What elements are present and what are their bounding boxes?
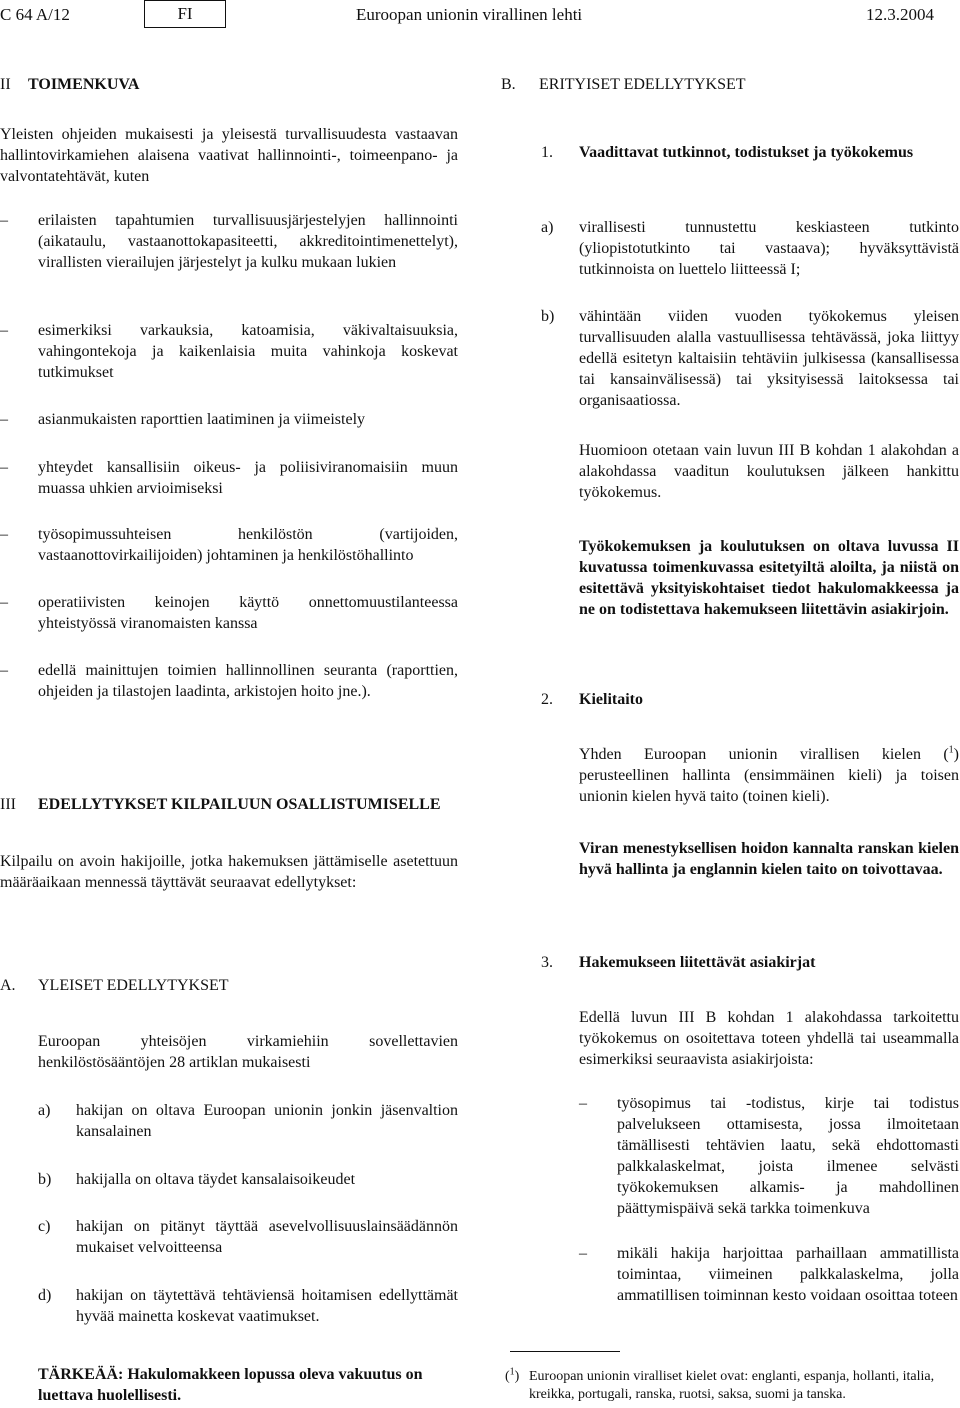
list-item-text: yhteydet kansallisiin oikeus- ja poliisiviranomaisiin muun muassa uhkien arvioimiseksi — [38, 459, 458, 497]
list-item — [0, 457, 458, 499]
section-3-intro: Kilpailu on avoin hakijoille, jotka hakemuksen jättämiselle asetettuun määräaikaan mennessä täyttävät seuraavat edellytykset: — [0, 853, 458, 891]
dash-bullet: – — [0, 662, 8, 679]
section-title: ERITYISET EDELLYTYKSET — [539, 76, 746, 93]
list-item-text: mikäli hakija harjoittaa parhaillaan ammatillista toimintaa, viimeinen palkkalaskelma, jolla ammatillisen toiminnan kesto voidaan osoittaa toteen — [617, 1245, 959, 1304]
list-item — [0, 524, 458, 566]
list-item-text: asianmukaisten raporttien laatiminen ja viimeistely — [38, 411, 366, 428]
item-text: hakijan on oltava Euroopan unionin jonkin jäsenvaltion kansalainen — [76, 1102, 458, 1140]
dash-bullet: – — [0, 322, 8, 339]
language-text-start: Yhden Euroopan unionin virallisen kielen ( — [579, 746, 949, 763]
footnote-text: Euroopan unionin viralliset kielet ovat: englanti, espanja, hollanti, italia, kreikka, portugali, ranska, ruotsi, saksa, suomi ja tanska. — [529, 1369, 935, 1402]
section-title: YLEISET EDELLYTYKSET — [38, 977, 229, 994]
page-header — [0, 0, 960, 32]
footnote-marker: ($^1$) — [505, 1366, 520, 1384]
item-title: Vaadittavat tutkinnot, todistukset ja työkokemus — [579, 144, 914, 161]
footnote-divider — [510, 1351, 620, 1352]
list-item — [38, 1169, 458, 1190]
role-intro: Yleisten ohjeiden mukaisesti ja yleisestä turvallisuudesta vastaavan hallintovirkamiehen alaisena vaativat hallinnointi-, toimeenpano- ja valvontatehtävät, kuten — [0, 126, 458, 185]
item-2-heading — [541, 689, 959, 710]
item-number: 1. — [541, 144, 553, 161]
item-title: Hakemukseen liitettävät asiakirjat — [579, 954, 816, 971]
item-text: vähintään viiden vuoden työkokemus yleisen turvallisuuden alalla vastuullisessa tehtävässä, joka liittyy edellä esitetyn kaltaisiin tehtäviin julkisessa (kansallisessa tai kansainvälisessä) tai yksityisessä laitoksessa tai organisaatiossa. — [579, 308, 959, 409]
item-text: hakijan on täytettävä tehtäviensä hoitamisen edellyttämät hyvää mainetta koskevat vaatimukset. — [76, 1287, 458, 1325]
item-label: b) — [38, 1171, 52, 1188]
list-item-text: operatiivisten keinojen käyttö onnettomuustilanteessa yhteistyössä viranomaisten kanssa — [38, 594, 458, 632]
list-item-text: edellä mainittujen toimien hallinnollinen seuranta (raporttien, ohjeiden ja tilastojen laadinta, arkistojen hoito jne.). — [38, 662, 458, 700]
dash-bullet: – — [0, 411, 8, 428]
section-label: A. — [0, 977, 16, 994]
list-item — [579, 1093, 959, 1219]
issue-date: 12.3.2004 — [866, 5, 934, 24]
item-number: 2. — [541, 691, 553, 708]
documents-intro: Edellä luvun III B kohdan 1 alakohdassa tarkoitettu työkokemus on osoitettava toteen yhdellä tai useammalla esimerkiksi seuraavista asiakirjoista: — [579, 1009, 959, 1068]
experience-requirement: Työkokemuksen ja koulutuksen on oltava luvussa II kuvatussa toimenkuvassa esitetyiltä aloilta, ja niistä on esitettävä yksityiskohtaiset tiedot hakulomakkeessa ja ne on todistettava hakemukseen liitettävin asiakirjoin. — [579, 538, 959, 618]
list-item — [38, 1285, 458, 1327]
important-notice: TÄRKEÄÄ: Hakulomakkeen lopussa oleva vakuutus on luettava huolellisesti. — [38, 1366, 423, 1404]
list-item-text: työsopimus tai -todistus, kirje tai todistus palvelukseen ottamisesta, jossa ilmoitetaan tämällisesti tehtävien laatu, sekä ehdottomasti palkkalaskelmat, joista ilmenee selvästi työkokemuksen alkamis- ja mahdollinen päättymispäivä sekä tarkka toimenkuva — [617, 1095, 959, 1217]
list-item — [541, 217, 959, 280]
section-2-heading — [0, 74, 140, 95]
item-label: b) — [541, 308, 555, 325]
section-number: III — [0, 796, 16, 813]
language-text-end: ) perusteellinen hallinta (ensimmäinen kieli) ja toisen unionin kielen hyvä taito (toinen kieli). — [579, 746, 959, 805]
experience-note: Huomioon otetaan vain luvun III B kohdan 1 alakohdan a alakohdassa vaaditun koulutuksen jälkeen hankittu työkokemus. — [579, 442, 959, 501]
list-item — [0, 409, 458, 430]
dash-bullet: – — [0, 594, 8, 611]
list-item — [0, 660, 458, 702]
item-1-heading — [541, 142, 959, 163]
item-3-heading — [541, 952, 959, 973]
list-item — [38, 1216, 458, 1258]
list-item-text: esimerkiksi varkauksia, katoamisia, väkivaltaisuuksia, vahingontekoja ja kaikenlaisia muita vahinkoja koskevat tutkimukset — [38, 322, 458, 381]
item-text: hakijan on pitänyt täyttää asevelvollisuuslainsäädännön mukaiset velvoitteensa — [76, 1218, 458, 1256]
section-a-heading — [0, 975, 458, 996]
journal-title: Euroopan unionin virallinen lehti — [356, 5, 583, 24]
item-number: 3. — [541, 954, 553, 971]
language-badge: FI — [144, 0, 226, 28]
dash-bullet: – — [0, 459, 8, 476]
dash-bullet: – — [0, 526, 8, 543]
footnote-reference[interactable]: 1 — [948, 744, 954, 756]
list-item — [579, 1243, 959, 1306]
dash-bullet: – — [579, 1095, 587, 1112]
dash-bullet: – — [0, 212, 8, 229]
section-number: II — [0, 76, 11, 93]
list-item — [541, 306, 959, 411]
section-b-heading — [501, 74, 959, 95]
list-item — [38, 1100, 458, 1142]
list-item-text: työsopimussuhteisen henkilöstön (vartijoiden, vastaanottovirkailijoiden) johtaminen ja henkilöstöhallinto — [38, 526, 458, 564]
list-item-text: erilaisten tapahtumien turvallisuusjärjestelyjen hallinnointi (aikataulu, vastaanottokapasiteetti, akkreditointimenettelyt), virallisten vierailujen järjestelyt ja kulku mukaan lukien — [38, 212, 458, 271]
item-label: a) — [541, 219, 554, 236]
list-item — [0, 320, 458, 383]
section-title: EDELLYTYKSET KILPAILUUN OSALLISTUMISELLE — [38, 796, 441, 813]
item-text: virallisesti tunnustettu keskiasteen tutkinto (yliopistotutkinto tai vastaava); hyväksyttävistä tutkinnoista on luettelo liitteessä I; — [579, 219, 959, 278]
section-a-intro: Euroopan yhteisöjen virkamiehiin sovellettavien henkilöstösääntöjen 28 artiklan mukaisesti — [38, 1033, 458, 1071]
section-label: B. — [501, 76, 516, 93]
section-3-heading — [0, 794, 458, 815]
item-label: d) — [38, 1287, 52, 1304]
item-text: hakijalla on oltava täydet kansalaisoikeudet — [76, 1171, 356, 1188]
item-label: c) — [38, 1218, 51, 1235]
footnote-number: 1 — [509, 1366, 515, 1378]
list-item — [0, 592, 458, 634]
journal-reference: C 64 A/12 — [0, 5, 70, 24]
dash-bullet: – — [579, 1245, 587, 1262]
language-text — [579, 744, 959, 807]
item-title: Kielitaito — [579, 691, 643, 708]
language-preference: Viran menestyksellisen hoidon kannalta ranskan kielen hyvä hallinta ja englannin kielen taito on toivottavaa. — [579, 840, 959, 878]
item-label: a) — [38, 1102, 51, 1119]
list-item — [0, 210, 458, 273]
section-title: TOIMENKUVA — [28, 76, 140, 93]
footnote — [505, 1368, 959, 1404]
